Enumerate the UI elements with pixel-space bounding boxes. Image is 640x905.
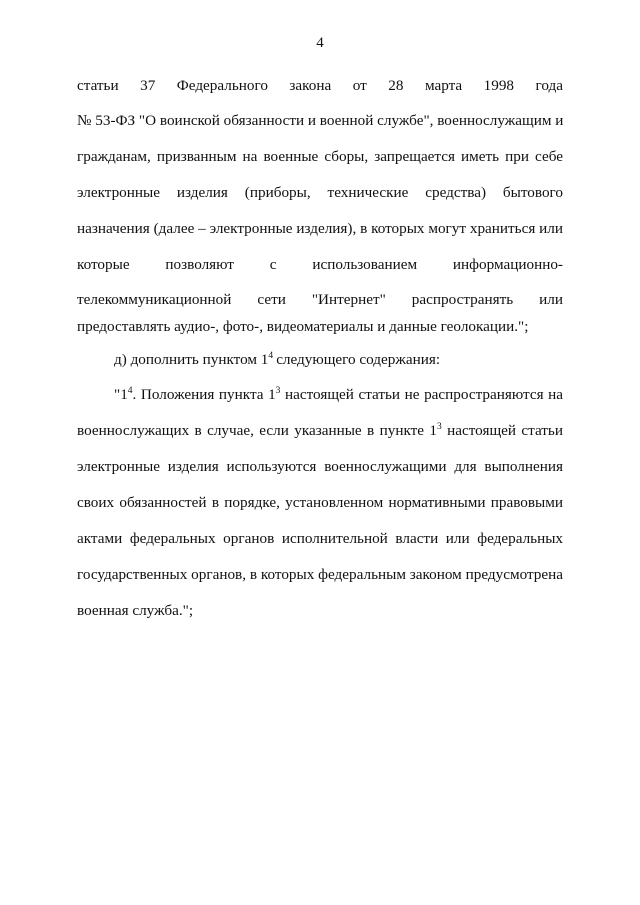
superscript: 3 — [436, 422, 442, 432]
text-fragment: . Положения пункта 1 — [132, 386, 276, 403]
superscript: 4 — [127, 386, 133, 396]
superscript: 4 — [268, 351, 274, 361]
text-line: статьи 37 Федерального закона от 28 марта 1998 года — [77, 77, 563, 94]
text-line: которые позволяют с использованием информационно- — [77, 256, 563, 273]
text-line — [114, 386, 563, 404]
paragraph-item-d — [114, 351, 563, 369]
text-line: назначения (далее – электронные изделия), в которых могут храниться или — [77, 220, 563, 237]
text-line: актами федеральных органов исполнительной власти или федеральных — [77, 530, 563, 547]
item-d-text: д) дополнить пунктом 1 — [114, 351, 269, 368]
text-line: своих обязанностей в порядке, установленном нормативными правовыми — [77, 494, 563, 511]
text-fragment: военнослужащих в случае, если указанные в пункте 1 — [77, 422, 437, 439]
page-number: 4 — [316, 35, 324, 51]
text-line: гражданам, призванным на военные сборы, запрещается иметь при себе — [77, 148, 563, 165]
text-fragment: настоящей статьи — [441, 422, 563, 439]
text-line: военная служба."; — [77, 602, 194, 619]
text-line: электронные изделия используются военнослужащими для выполнения — [77, 458, 563, 475]
text-line: предоставлять аудио-, фото-, видеоматериалы и данные геолокации."; — [77, 318, 529, 335]
text-line: государственных органов, в которых федеральным законом предусмотрена — [77, 566, 563, 583]
text-line — [77, 422, 563, 440]
text-fragment: "1 — [114, 386, 128, 403]
text-line: электронные изделия (приборы, технические средства) бытового — [77, 184, 563, 201]
superscript: 3 — [275, 386, 281, 396]
text-fragment: настоящей статьи не распространяются на — [280, 386, 563, 403]
text-line: № 53-ФЗ "О воинской обязанности и военной службе", военнослужащим и — [77, 112, 564, 129]
text-line: телекоммуникационной сети "Интернет" распространять или — [77, 291, 563, 308]
item-d-text-after: следующего содержания: — [276, 351, 441, 368]
